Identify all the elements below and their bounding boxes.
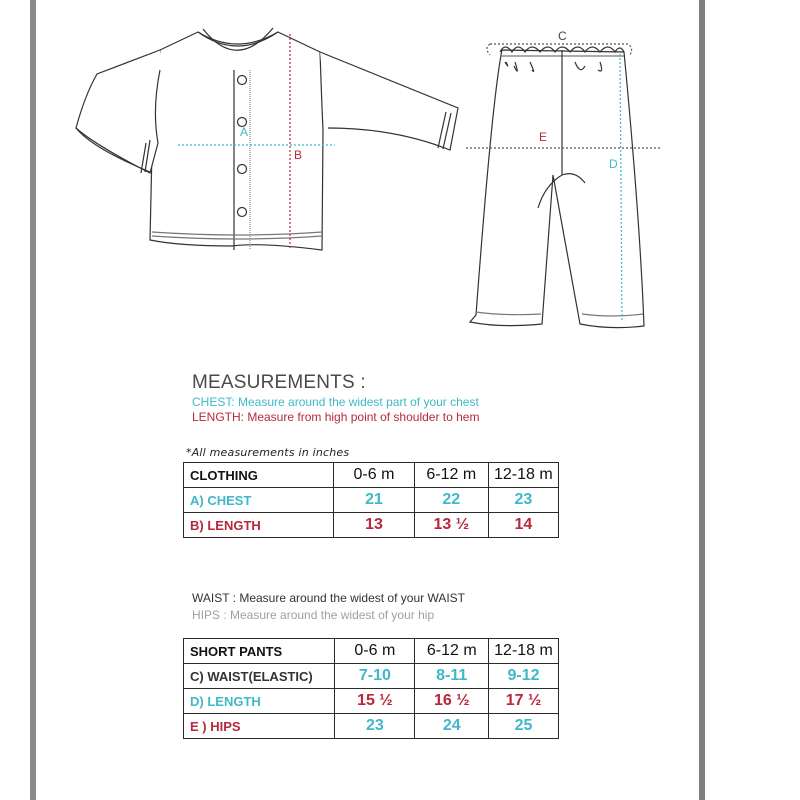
table-cell: 21 — [334, 488, 415, 513]
header-cell: 6-12 m — [415, 639, 489, 664]
table-cell: 22 — [414, 488, 488, 513]
header-cell: 6-12 m — [414, 463, 488, 488]
clothing-size-table — [183, 462, 559, 538]
table-cell: 16 ½ — [415, 689, 489, 714]
table-cell: 23 — [335, 714, 415, 739]
row-label: E ) HIPS — [184, 714, 335, 739]
header-cell: CLOTHING — [184, 463, 334, 488]
table-row — [184, 513, 559, 538]
pants-label-c: C — [558, 29, 567, 43]
shirt-illustration — [76, 28, 458, 250]
table-cell: 8-11 — [415, 664, 489, 689]
table-cell: 13 — [334, 513, 415, 538]
garment-diagram — [0, 0, 800, 360]
measurements-heading: MEASUREMENTS : — [192, 372, 366, 393]
table-cell: 14 — [488, 513, 558, 538]
table-cell: 25 — [489, 714, 559, 739]
pants-size-table — [183, 638, 559, 739]
table-row — [184, 689, 559, 714]
table-cell: 15 ½ — [335, 689, 415, 714]
hips-note: HIPS : Measure around the widest of your hip — [192, 608, 435, 622]
row-label: A) CHEST — [184, 488, 334, 513]
table-cell: 17 ½ — [489, 689, 559, 714]
table-row — [184, 664, 559, 689]
table-header-row — [184, 463, 559, 488]
table-cell: 23 — [488, 488, 558, 513]
units-note: *All measurements in inches — [186, 446, 350, 459]
table-row — [184, 488, 559, 513]
row-label: D) LENGTH — [184, 689, 335, 714]
length-note: LENGTH: Measure from high point of shoulder to hem — [192, 410, 480, 424]
pants-illustration — [466, 44, 660, 328]
table-header-row — [184, 639, 559, 664]
table-row — [184, 714, 559, 739]
shirt-label-b: B — [294, 148, 303, 162]
table-cell: 9-12 — [489, 664, 559, 689]
row-label: B) LENGTH — [184, 513, 334, 538]
header-cell: SHORT PANTS — [184, 639, 335, 664]
pants-label-d: D — [609, 157, 618, 171]
table-cell: 24 — [415, 714, 489, 739]
header-cell: 0-6 m — [335, 639, 415, 664]
header-cell: 0-6 m — [334, 463, 415, 488]
shirt-label-a: A — [240, 125, 249, 139]
pants-label-e: E — [539, 130, 548, 144]
chest-note: CHEST: Measure around the widest part of your chest — [192, 395, 479, 409]
waist-note: WAIST : Measure around the widest of your WAIST — [192, 591, 465, 605]
row-label: C) WAIST(ELASTIC) — [184, 664, 335, 689]
header-cell: 12-18 m — [488, 463, 558, 488]
table-cell: 13 ½ — [414, 513, 488, 538]
table-cell: 7-10 — [335, 664, 415, 689]
header-cell: 12-18 m — [489, 639, 559, 664]
